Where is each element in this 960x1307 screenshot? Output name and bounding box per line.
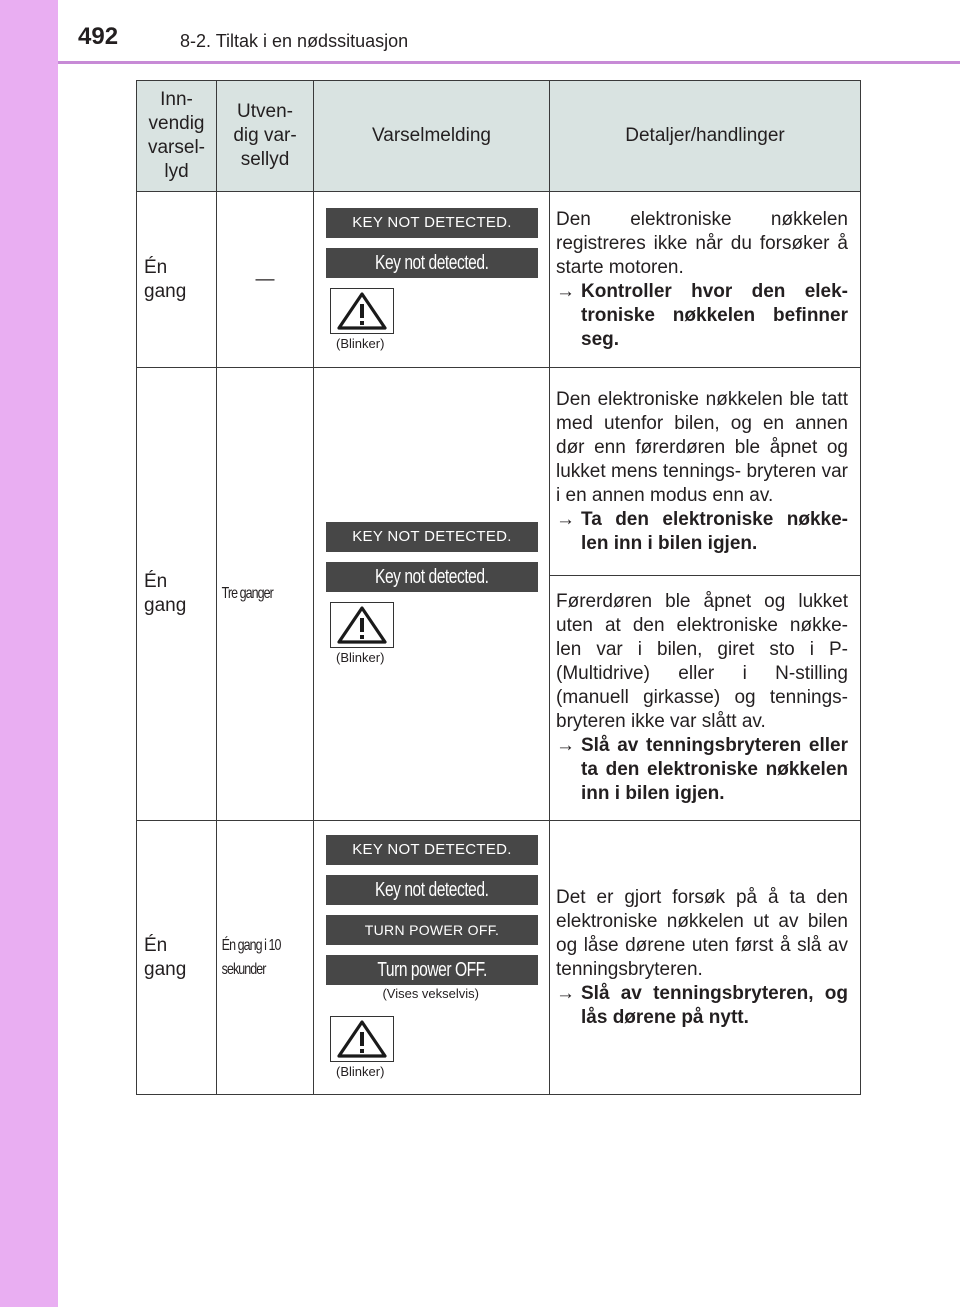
arrow-icon: → bbox=[556, 982, 575, 1004]
header-inside-buzzer: Inn- vendig varsel- lyd bbox=[137, 81, 217, 192]
warning-triangle-icon bbox=[330, 1016, 394, 1062]
message-cell bbox=[314, 368, 550, 821]
details-cell bbox=[550, 192, 861, 368]
warning-triangle-icon bbox=[330, 602, 394, 648]
outside-buzzer-cell: Én gang i 10 sekunder bbox=[217, 821, 314, 1095]
lcd-message: Turn power OFF. bbox=[326, 955, 538, 985]
detail-action: → Slå av tenningsbryteren eller ta den elektroniske nøkkelen inn i bilen igjen. bbox=[556, 735, 848, 804]
lcd-message: TURN POWER OFF. bbox=[326, 915, 538, 945]
details-cell bbox=[550, 821, 861, 1095]
message-cell bbox=[314, 192, 550, 368]
table-row bbox=[137, 821, 861, 1095]
arrow-icon: → bbox=[556, 280, 575, 302]
header-details: Detaljer/handlinger bbox=[550, 81, 861, 192]
table-row bbox=[137, 192, 861, 368]
detail-action: → Slå av tenningsbryteren, og lås dørene på nytt. bbox=[556, 982, 848, 1028]
message-cell bbox=[314, 821, 550, 1095]
arrow-icon: → bbox=[556, 508, 575, 530]
blink-caption: (Blinker) bbox=[336, 335, 385, 351]
header-rule bbox=[58, 61, 960, 64]
header-outside-buzzer: Utven- dig var- sellyd bbox=[217, 81, 314, 192]
details-cell bbox=[550, 576, 861, 821]
table-row bbox=[137, 368, 861, 576]
header-message: Varselmelding bbox=[314, 81, 550, 192]
table-header-row bbox=[137, 81, 861, 192]
inside-buzzer-cell: Én gang bbox=[137, 821, 217, 1095]
lcd-message: Key not detected. bbox=[326, 248, 538, 278]
blink-caption: (Blinker) bbox=[336, 650, 385, 665]
detail-text: Førerdøren ble åpnet og lukket uten at den elektroniske nøkke- len var i bilen, giret sto i P- (Multidrive) eller i N-stilling (manuell girkasse) og tennings- bryteren ikke var slått av. bbox=[556, 591, 848, 732]
blink-caption: (Blinker) bbox=[336, 1064, 385, 1079]
lcd-message: Key not detected. bbox=[326, 875, 538, 905]
detail-text: Den elektroniske nøkkelen ble tatt med utenfor bilen, og en annen dør enn førerdøren ble åpnet og lukket mens tennings- bryteren var i en annen modus enn av. bbox=[556, 388, 848, 506]
warning-table bbox=[136, 80, 861, 1095]
warning-triangle-icon bbox=[330, 288, 394, 334]
outside-buzzer-cell: Tre ganger bbox=[217, 368, 314, 821]
details-cell bbox=[550, 368, 861, 576]
detail-action: → Kontroller hvor den elek- troniske nøkkelen befinner seg. bbox=[556, 280, 848, 350]
section-title: 8-2. Tiltak i en nødssituasjon bbox=[180, 31, 409, 51]
inside-buzzer-cell: Én gang bbox=[137, 192, 217, 368]
arrow-icon: → bbox=[556, 735, 575, 756]
outside-buzzer-cell: — bbox=[217, 192, 314, 368]
lcd-message: Key not detected. bbox=[326, 562, 538, 592]
page-number: 492 bbox=[78, 23, 119, 50]
detail-action: → Ta den elektroniske nøkke- len inn i bilen igjen. bbox=[556, 508, 848, 554]
alternate-caption: (Vises vekselvis) bbox=[382, 986, 479, 1001]
inside-buzzer-cell: Én gang bbox=[137, 368, 217, 821]
detail-text: Den elektroniske nøkkelen registreres ikke når du forsøker å starte motoren. bbox=[556, 208, 848, 278]
chapter-sidebar-tab bbox=[0, 0, 58, 1307]
lcd-message: KEY NOT DETECTED. bbox=[326, 835, 538, 865]
detail-text: Det er gjort forsøk på å ta den elektroniske nøkkelen ut av bilen og låse dørene uten først å slå av tenningsbryteren. bbox=[556, 886, 848, 980]
lcd-message: KEY NOT DETECTED. bbox=[326, 208, 538, 238]
lcd-message: KEY NOT DETECTED. bbox=[326, 522, 538, 552]
